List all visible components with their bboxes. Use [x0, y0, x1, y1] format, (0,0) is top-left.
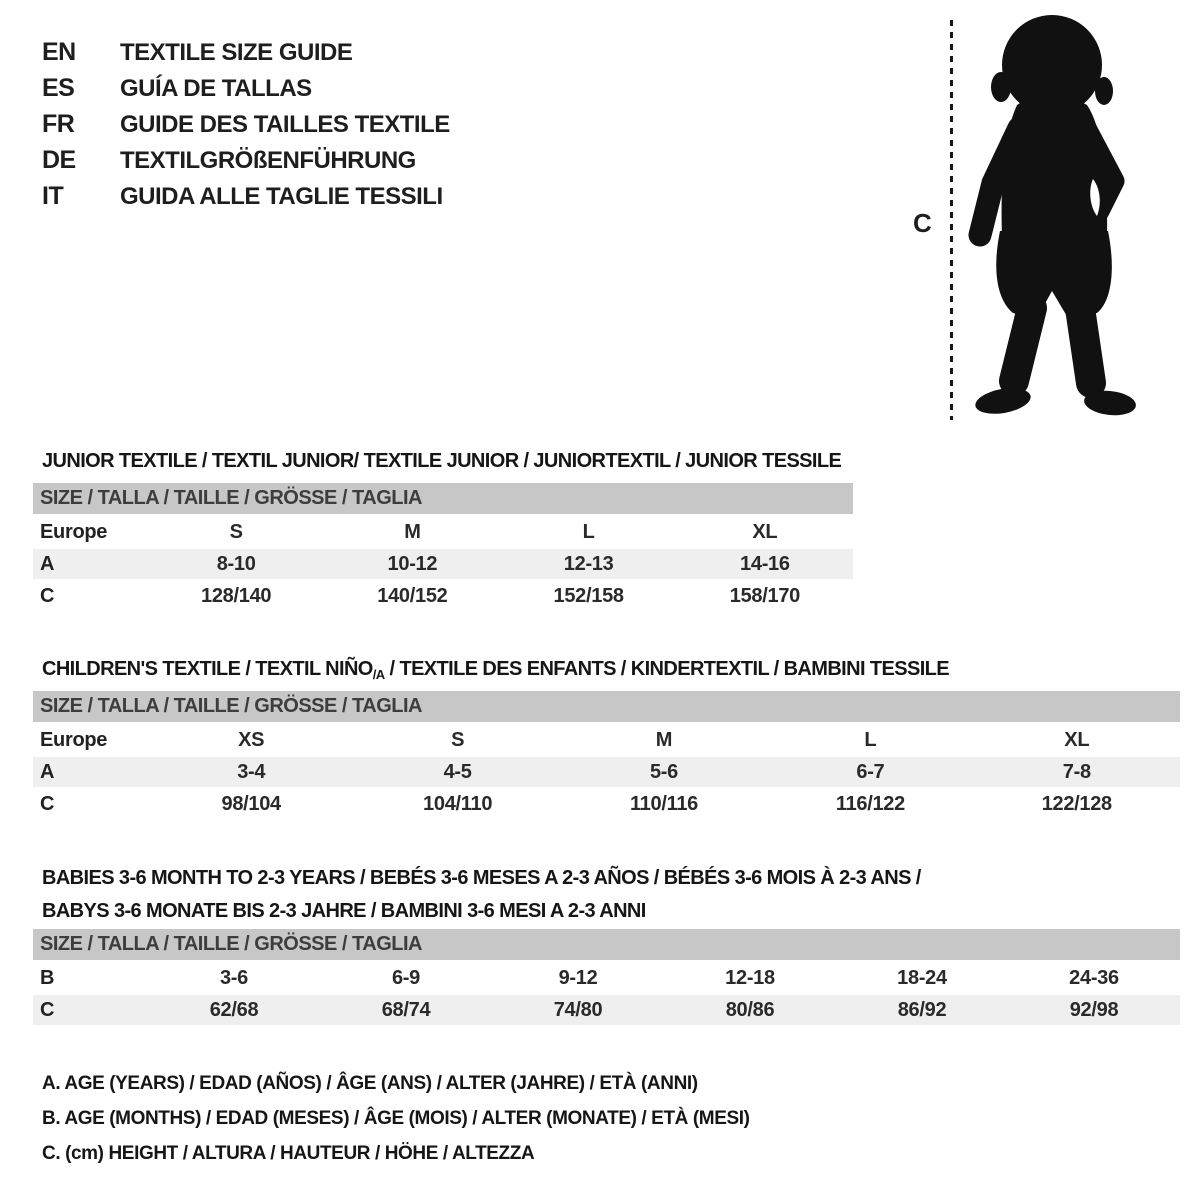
babies-size-table — [33, 929, 1180, 1027]
row-label: Europe — [40, 521, 108, 543]
height-cell: 62/68 — [209, 999, 259, 1021]
junior-section-title: JUNIOR TEXTILE / TEXTIL JUNIOR/ TEXTILE JUNIOR / JUNIORTEXTIL / JUNIOR TESSILE — [42, 449, 842, 472]
measure-legend — [42, 1066, 750, 1171]
age-cell: 3-4 — [237, 761, 266, 783]
children-size-header-bar: SIZE / TALLA / TAILLE / GRÖSSE / TAGLIA — [33, 691, 1180, 722]
legend-line-b: B. AGE (MONTHS) / EDAD (MESES) / ÂGE (MOIS) / ALTER (MONATE) / ETÀ (MESI) — [42, 1108, 750, 1129]
age-cell: 5-6 — [649, 761, 678, 783]
height-cell: 158/170 — [729, 585, 800, 607]
children-title-subscript: /A — [372, 666, 385, 682]
age-cell: 4-5 — [443, 761, 472, 783]
height-cell: 110/116 — [629, 793, 698, 815]
table-row-height — [33, 995, 1180, 1025]
language-code: EN — [42, 38, 76, 66]
height-cell: 98/104 — [221, 793, 281, 815]
height-cell: 74/80 — [553, 999, 603, 1021]
size-cell: XS — [238, 729, 265, 751]
table-row-height — [33, 789, 1180, 819]
children-title-post: / TEXTILE DES ENFANTS / KINDERTEXTIL / BAMBINI TESSILE — [384, 657, 950, 680]
months-cell: 24-36 — [1069, 967, 1119, 989]
height-measure-label: C — [913, 208, 932, 238]
babies-title-line2: BABYS 3-6 MONATE BIS 2-3 JAHRE / BAMBINI 3-6 MESI A 2-3 ANNI — [42, 899, 646, 922]
guide-title-en: TEXTILE SIZE GUIDE — [120, 39, 353, 66]
children-title-pre: CHILDREN'S TEXTILE / TEXTIL NIÑO — [42, 657, 373, 680]
months-cell: 9-12 — [558, 967, 598, 989]
size-cell: L — [864, 729, 877, 751]
age-cell: 8-10 — [216, 553, 256, 575]
language-row-it — [42, 178, 450, 214]
height-dashed-line — [950, 20, 953, 420]
toddler-silhouette-icon — [967, 13, 1142, 418]
guide-title-es: GUÍA DE TALLAS — [120, 75, 312, 102]
height-cell: 116/122 — [835, 793, 905, 815]
row-label: B — [40, 967, 55, 989]
language-row-es — [42, 70, 450, 106]
language-code: IT — [42, 182, 64, 210]
row-label: Europe — [40, 729, 108, 751]
babies-size-header-bar: SIZE / TALLA / TAILLE / GRÖSSE / TAGLIA — [33, 929, 1180, 960]
junior-size-table — [33, 483, 853, 613]
age-cell: 12-13 — [563, 553, 614, 575]
language-title-list — [42, 34, 450, 214]
size-cell: M — [655, 729, 673, 751]
size-cell: XL — [752, 521, 778, 543]
table-row-height — [33, 581, 853, 611]
babies-section-title — [42, 862, 921, 928]
children-size-table — [33, 691, 1180, 821]
months-cell: 3-6 — [219, 967, 248, 989]
language-row-de — [42, 142, 450, 178]
height-cell: 128/140 — [201, 585, 272, 607]
table-row-months — [33, 963, 1180, 993]
junior-size-header-bar: SIZE / TALLA / TAILLE / GRÖSSE / TAGLIA — [33, 483, 853, 514]
age-cell: 14-16 — [740, 553, 790, 575]
guide-title-fr: GUIDE DES TAILLES TEXTILE — [120, 111, 450, 138]
language-row-fr — [42, 106, 450, 142]
language-code: FR — [42, 110, 75, 138]
table-row-europe — [33, 725, 1180, 755]
size-cell: L — [582, 521, 595, 543]
row-label: C — [40, 999, 55, 1021]
months-cell: 18-24 — [897, 967, 947, 989]
babies-title-line1: BABIES 3-6 MONTH TO 2-3 YEARS / BEBÉS 3-6 MESES A 2-3 AÑOS / BÉBÉS 3-6 MOIS À 2-3 ANS / — [42, 866, 921, 889]
guide-title-de: TEXTILGRÖßENFÜHRUNG — [120, 147, 416, 174]
height-cell: 92/98 — [1069, 999, 1119, 1021]
table-row-age — [33, 549, 853, 579]
children-section-title — [42, 658, 949, 682]
height-cell: 86/92 — [897, 999, 947, 1021]
table-row-europe — [33, 517, 853, 547]
age-cell: 7-8 — [1062, 761, 1091, 783]
language-code: ES — [42, 74, 75, 102]
height-cell: 104/110 — [423, 793, 493, 815]
row-label: C — [40, 585, 55, 607]
months-cell: 12-18 — [725, 967, 775, 989]
legend-line-c: C. (cm) HEIGHT / ALTURA / HAUTEUR / HÖHE / ALTEZZA — [42, 1143, 535, 1164]
age-cell: 6-7 — [856, 761, 885, 783]
row-label: A — [40, 553, 55, 575]
size-cell: XL — [1064, 729, 1090, 751]
legend-line-a: A. AGE (YEARS) / EDAD (AÑOS) / ÂGE (ANS) / ALTER (JAHRE) / ETÀ (ANNI) — [42, 1073, 698, 1094]
table-row-age — [33, 757, 1180, 787]
height-cell: 80/86 — [725, 999, 775, 1021]
height-cell: 122/128 — [1041, 793, 1112, 815]
row-label: A — [40, 761, 55, 783]
language-code: DE — [42, 146, 76, 174]
height-cell: 140/152 — [377, 585, 448, 607]
size-cell: M — [404, 521, 421, 543]
guide-title-it: GUIDA ALLE TAGLIE TESSILI — [120, 183, 443, 210]
months-cell: 6-9 — [391, 967, 420, 989]
height-cell: 68/74 — [381, 999, 431, 1021]
height-measure-figure — [905, 8, 1175, 428]
size-cell: S — [229, 521, 243, 543]
language-row-en — [42, 34, 450, 70]
age-cell: 10-12 — [387, 553, 438, 575]
size-cell: S — [451, 729, 465, 751]
height-cell: 152/158 — [553, 585, 624, 607]
row-label: C — [40, 793, 55, 815]
